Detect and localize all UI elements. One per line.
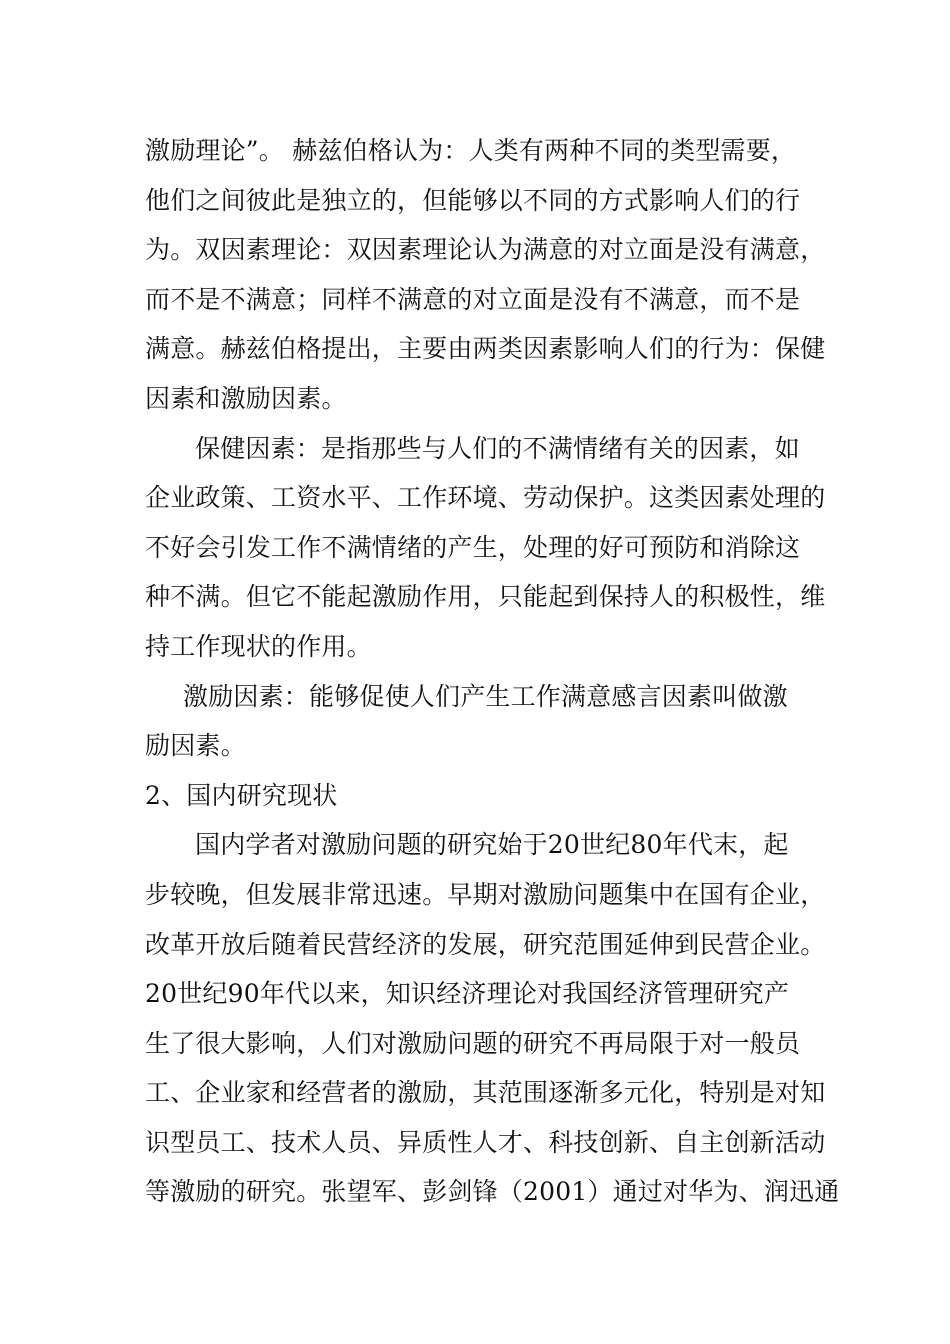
text-line: 企业政策、工资水平、工作环境、劳动保护。这类因素处理的: [145, 483, 826, 513]
section-heading: 2、国内研究现状: [145, 780, 338, 810]
paragraph-start-line: 激励因素：能够促使人们产生工作满意感言因素叫做激: [183, 681, 788, 711]
text-line: 改革开放后随着民营经济的发展，研究范围延伸到民营企业。: [145, 929, 826, 959]
text-line: 识型员工、技术人员、异质性人才、科技创新、自主创新活动: [145, 1127, 826, 1157]
paragraph-start-line: 国内学者对激励问题的研究始于20世纪80年代末，起: [195, 830, 789, 860]
text-line: 励因素。: [145, 731, 246, 761]
text-line: 等激励的研究。张望军、彭剑锋（2001）通过对华为、润迅通: [145, 1177, 840, 1207]
text-line: 因素和激励因素。: [145, 383, 347, 413]
text-line: 为。双因素理论：双因素理论认为满意的对立面是没有满意，: [145, 235, 826, 265]
text-line: 工、企业家和经营者的激励，其范围逐渐多元化，特别是对知: [145, 1078, 826, 1108]
text-line: 而不是不满意；同样不满意的对立面是没有不满意，而不是: [145, 284, 801, 314]
text-line: 20世纪90年代以来，知识经济理论对我国经济管理研究产: [145, 979, 790, 1009]
paragraph-start-line: 保健因素：是指那些与人们的不满情绪有关的因素，如: [195, 433, 800, 463]
text-line: 满意。赫兹伯格提出，主要由两类因素影响人们的行为：保健: [145, 334, 826, 364]
document-body: [145, 126, 840, 1217]
text-line: 激励理论”。 赫兹伯格认为：人类有两种不同的类型需要，: [145, 136, 797, 165]
text-line: 生了很大影响，人们对激励问题的研究不再局限于对一般员: [145, 1028, 801, 1058]
text-line: 不好会引发工作不满情绪的产生，处理的好可预防和消除这: [145, 532, 801, 562]
text-line: 步较晚，但发展非常迅速。早期对激励问题集中在国有企业，: [145, 879, 826, 909]
text-line: 种不满。但它不能起激励作用，只能起到保持人的积极性，维: [145, 582, 826, 612]
text-line: 持工作现状的作用。: [145, 631, 372, 661]
text-line: 他们之间彼此是独立的，但能够以不同的方式影响人们的行: [145, 185, 801, 215]
